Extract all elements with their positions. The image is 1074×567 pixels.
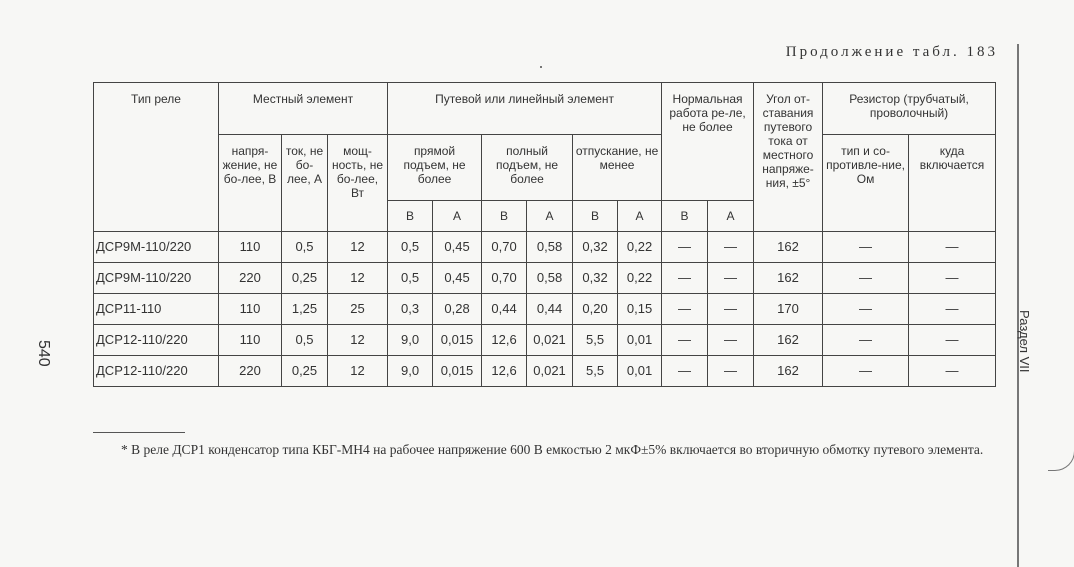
cell-current: 0,25 (282, 263, 328, 294)
cell-direct-v: 9,0 (388, 325, 433, 356)
cell-relay-type: ДСР9М-110/220 (94, 232, 219, 263)
cell-dropout-a: 0,01 (618, 325, 662, 356)
cell-direct-a: 0,015 (433, 356, 482, 387)
cell-dropout-v: 0,32 (573, 232, 618, 263)
cell-voltage: 110 (219, 325, 282, 356)
header-current: ток, не бо-лее, А (282, 135, 328, 232)
unit-a: А (527, 201, 573, 232)
footnote-rule (93, 432, 185, 433)
unit-v: В (573, 201, 618, 232)
unit-v: В (662, 201, 708, 232)
section-label: Раздел VII (1017, 310, 1032, 373)
unit-a: А (618, 201, 662, 232)
cell-direct-v: 0,3 (388, 294, 433, 325)
cell-normal-v: — (662, 232, 708, 263)
cell-resistor-where: — (909, 325, 996, 356)
cell-full-v: 12,6 (482, 356, 527, 387)
cell-power: 12 (328, 232, 388, 263)
cell-angle: 162 (754, 356, 823, 387)
table-row (94, 294, 996, 325)
cell-current: 0,5 (282, 232, 328, 263)
cell-relay-type: ДСР9М-110/220 (94, 263, 219, 294)
cell-direct-a: 0,45 (433, 263, 482, 294)
header-lag-angle: Угол от-ставания путевого тока от местного напряже-ния, ±5° (754, 83, 823, 232)
unit-v: В (388, 201, 433, 232)
header-direct-pickup: прямой подъем, не более (388, 135, 482, 201)
cell-voltage: 220 (219, 263, 282, 294)
cell-direct-v: 0,5 (388, 263, 433, 294)
table-row (94, 232, 996, 263)
unit-v: В (482, 201, 527, 232)
cell-full-v: 0,70 (482, 263, 527, 294)
cell-direct-a: 0,28 (433, 294, 482, 325)
continuation-title: Продолжение табл. 183 (785, 44, 998, 60)
cell-full-a: 0,021 (527, 325, 573, 356)
header-power: мощ-ность, не бо-лее, Вт (328, 135, 388, 232)
table-row (94, 263, 996, 294)
cell-power: 12 (328, 325, 388, 356)
header-track-element: Путевой или линейный элемент (388, 83, 662, 135)
cell-power: 12 (328, 356, 388, 387)
cell-dropout-v: 5,5 (573, 325, 618, 356)
page-curl (1048, 440, 1074, 471)
header-normal-operation: Нормальная работа ре-ле, не более (662, 83, 754, 201)
speck (540, 66, 542, 68)
cell-normal-v: — (662, 263, 708, 294)
cell-dropout-v: 5,5 (573, 356, 618, 387)
cell-angle: 162 (754, 263, 823, 294)
cell-voltage: 110 (219, 232, 282, 263)
cell-resistor-type: — (823, 294, 909, 325)
cell-angle: 162 (754, 232, 823, 263)
cell-direct-v: 0,5 (388, 232, 433, 263)
cell-dropout-a: 0,22 (618, 232, 662, 263)
cell-normal-a: — (708, 263, 754, 294)
cell-dropout-a: 0,22 (618, 263, 662, 294)
cell-relay-type: ДСР12-110/220 (94, 356, 219, 387)
cell-voltage: 220 (219, 356, 282, 387)
table-row (94, 356, 996, 387)
cell-full-v: 0,70 (482, 232, 527, 263)
page-number: 540 (35, 340, 52, 367)
header-resistor-type: тип и со-противле-ние, Ом (823, 135, 909, 232)
cell-power: 12 (328, 263, 388, 294)
cell-normal-a: — (708, 356, 754, 387)
cell-current: 1,25 (282, 294, 328, 325)
header-full-pickup: полный подъем, не более (482, 135, 573, 201)
cell-resistor-where: — (909, 263, 996, 294)
cell-normal-a: — (708, 325, 754, 356)
cell-relay-type: ДСР11-110 (94, 294, 219, 325)
cell-normal-v: — (662, 294, 708, 325)
cell-angle: 170 (754, 294, 823, 325)
cell-normal-a: — (708, 232, 754, 263)
relay-parameters-table (93, 82, 996, 387)
cell-resistor-type: — (823, 356, 909, 387)
cell-resistor-type: — (823, 325, 909, 356)
header-relay-type: Тип реле (94, 83, 219, 232)
margin-rule (1017, 44, 1019, 567)
footnote: * В реле ДСР1 конденсатор типа КБГ-МН4 на рабочее напряжение 600 В емкостью 2 мкФ±5% включается во вторичную обмотку путевого элемента. (121, 442, 984, 457)
cell-direct-a: 0,45 (433, 232, 482, 263)
cell-resistor-type: — (823, 263, 909, 294)
header-resistor-where: куда включается (909, 135, 996, 232)
cell-resistor-where: — (909, 232, 996, 263)
header-local-element: Местный элемент (219, 83, 388, 135)
cell-dropout-v: 0,32 (573, 263, 618, 294)
cell-full-v: 0,44 (482, 294, 527, 325)
cell-angle: 162 (754, 325, 823, 356)
cell-current: 0,25 (282, 356, 328, 387)
header-dropout: отпускание, не менее (573, 135, 662, 201)
cell-current: 0,5 (282, 325, 328, 356)
cell-full-a: 0,58 (527, 263, 573, 294)
cell-dropout-a: 0,01 (618, 356, 662, 387)
cell-normal-v: — (662, 325, 708, 356)
header-voltage: напря-жение, не бо-лее, В (219, 135, 282, 232)
cell-dropout-a: 0,15 (618, 294, 662, 325)
cell-full-a: 0,021 (527, 356, 573, 387)
cell-normal-a: — (708, 294, 754, 325)
cell-voltage: 110 (219, 294, 282, 325)
table-row (94, 325, 996, 356)
unit-a: А (433, 201, 482, 232)
cell-resistor-type: — (823, 232, 909, 263)
cell-dropout-v: 0,20 (573, 294, 618, 325)
cell-relay-type: ДСР12-110/220 (94, 325, 219, 356)
cell-direct-v: 9,0 (388, 356, 433, 387)
cell-normal-v: — (662, 356, 708, 387)
cell-full-a: 0,58 (527, 232, 573, 263)
cell-resistor-where: — (909, 294, 996, 325)
cell-full-a: 0,44 (527, 294, 573, 325)
cell-power: 25 (328, 294, 388, 325)
cell-direct-a: 0,015 (433, 325, 482, 356)
unit-a: А (708, 201, 754, 232)
cell-full-v: 12,6 (482, 325, 527, 356)
cell-resistor-where: — (909, 356, 996, 387)
header-resistor: Резистор (трубчатый, проволочный) (823, 83, 996, 135)
